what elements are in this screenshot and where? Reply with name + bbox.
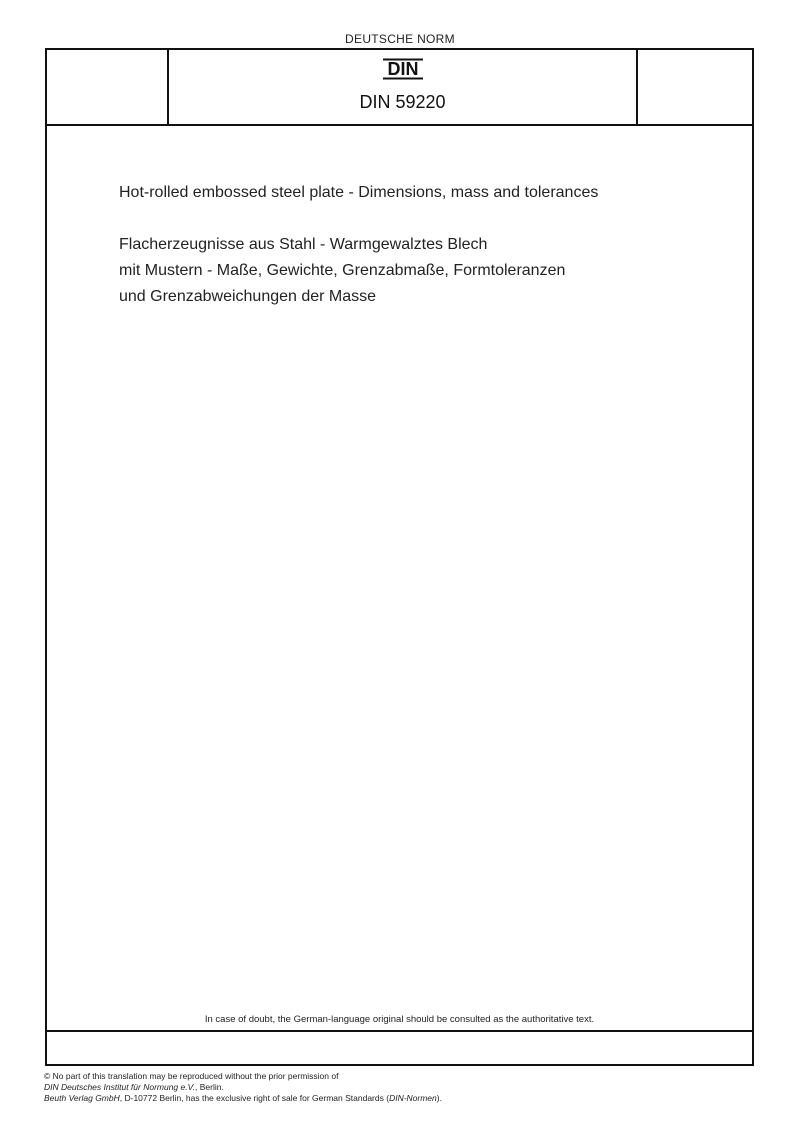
- header-row: [47, 50, 752, 126]
- copyright-line-2-rest: , Berlin.: [195, 1082, 224, 1092]
- header-right-cell: [636, 50, 752, 124]
- german-title-line-3: und Grenzabweichungen der Masse: [119, 288, 377, 305]
- publisher-name: Beuth Verlag GmbH: [44, 1093, 120, 1103]
- german-title-line-2: mit Mustern - Maße, Gewichte, Grenzabmaße, Formtoleranzen: [119, 262, 566, 279]
- copyright-line-3-end: ).: [436, 1093, 442, 1103]
- din-logo-icon: [382, 58, 424, 80]
- bottom-row: [47, 1030, 752, 1066]
- din-institute-name: DIN Deutsches Institut für Normung e.V.: [44, 1082, 196, 1092]
- copyright-line-1: © No part of this translation may be reproduced without the prior permission of: [44, 1071, 339, 1081]
- document-number: DIN 59220: [359, 92, 446, 112]
- standard-frame: [45, 48, 754, 1066]
- din-normen-label: DIN-Normen: [389, 1093, 437, 1103]
- copyright-line-3: [44, 1093, 764, 1104]
- german-title-line-1: Flacherzeugnisse aus Stahl - Warmgewalztes Blech: [119, 236, 488, 253]
- german-title: [119, 232, 719, 310]
- title-block: [119, 180, 719, 310]
- copyright-line-3-mid: , D-10772 Berlin, has the exclusive right of sale for German Standards (: [119, 1093, 390, 1103]
- header-center-cell: [169, 50, 636, 124]
- norm-type-label: DEUTSCHE NORM: [345, 32, 455, 46]
- copyright-line-2: [44, 1082, 764, 1093]
- header-left-cell: [47, 50, 169, 124]
- copyright-notice: [44, 1071, 764, 1104]
- authoritative-text-note: In case of doubt, the German-language original should be consulted as the authoritative text.: [204, 1014, 595, 1025]
- english-title: Hot-rolled embossed steel plate - Dimensions, mass and tolerances: [119, 184, 599, 201]
- din-logo-text: DIN: [387, 59, 418, 79]
